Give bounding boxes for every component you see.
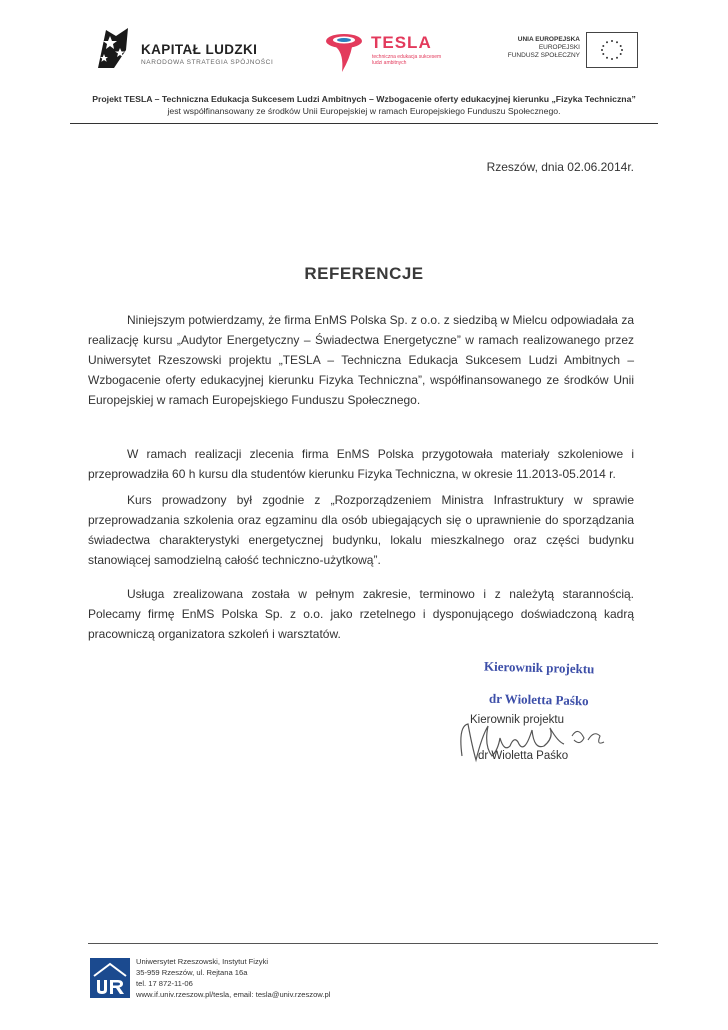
paragraph-2-text: W ramach realizacji zlecenia firma EnMS Polska przygotowała materiały szkoleniowe i przeprowadziła 60 h kursu dla studentów kierunku Fizyka Techniczna, w okresie 11.2013-05.2014 r. xyxy=(88,447,634,481)
letter-date: Rzeszów, dnia 02.06.2014r. xyxy=(486,160,634,174)
signature-name: dr Wioletta Paśko xyxy=(478,750,569,762)
kapital-ludzki-subtitle: NARODOWA STRATEGIA SPÓJNOŚCI xyxy=(141,59,274,66)
stamp-name: dr Wioletta Paśko xyxy=(488,690,589,709)
paragraph-3-text: Kurs prowadzony był zgodnie z „Rozporządzeniem Ministra Infrastruktury w sprawie przeprowadzania szkolenia oraz egzaminu dla osób ubiegających się o uprawnienie do sporządzania świadectwa charakterystyki energetycznej budynku, lokalu mieszkalnego oraz części budynku stanowiącej samodzielną całość techniczno-użytkową”. xyxy=(88,493,634,567)
paragraph-4 xyxy=(88,584,634,644)
header-divider xyxy=(70,123,658,124)
tesla-wordmark: TESLA xyxy=(371,33,432,52)
project-title-line: Projekt TESLA – Techniczna Edukacja Sukcesem Ludzi Ambitnych – Wzbogacenie oferty edukacyjnej kierunku „Fizyka Techniczna” xyxy=(92,94,636,104)
cofinancing-line: jest współfinansowany ze środków Unii Europejskiej w ramach Europejskiego Funduszu Społecznego. xyxy=(167,106,561,116)
paragraph-2 xyxy=(88,444,634,484)
eu-flag-icon xyxy=(586,32,638,68)
letter-heading: REFERENCJE xyxy=(304,264,424,283)
kapital-ludzki-emblem xyxy=(96,24,130,70)
paragraph-1 xyxy=(88,310,634,410)
tesla-tagline: techniczna edukacja sukcesem ludzi ambitnych xyxy=(372,54,442,66)
footer-line-web-email: www.if.univ.rzeszow.pl/tesla, email: tesla@univ.rzeszow.pl xyxy=(136,990,331,999)
stamp-title: Kierownik projektu xyxy=(483,658,595,677)
university-logo xyxy=(90,958,130,998)
signature-title: Kierownik projektu xyxy=(470,714,564,726)
eu-label-line3: FUNDUSZ SPOŁECZNY xyxy=(507,52,580,59)
eu-label-line1: UNIA EUROPEJSKA xyxy=(517,36,580,43)
eu-label-line2: EUROPEJSKI xyxy=(538,44,580,51)
footer-line-phone: tel. 17 872-11-06 xyxy=(136,979,193,988)
footer-address xyxy=(136,956,330,1000)
footer-line-institution: Uniwersytet Rzeszowski, Instytut Fizyki xyxy=(136,957,269,966)
paragraph-3 xyxy=(88,490,634,570)
footer-divider xyxy=(88,943,658,944)
tesla-emblem xyxy=(322,28,366,74)
footer-line-address: 35-959 Rzeszów, ul. Rejtana 16a xyxy=(136,968,248,977)
paragraph-1-text: Niniejszym potwierdzamy, że firma EnMS Polska Sp. z o.o. z siedzibą w Mielcu odpowiadała za realizację kursu „Audytor Energetyczny – Świadectwa Energetyczne” w ramach realizowanego przez Uniwersytet Rzeszowski projektu „TESLA – Techniczna Edukacja Sukcesem Ludzi Ambitnych – Wzbogacenie oferty edukacyjnej kierunku Fizyka Techniczna”, współfinansowanego ze środków Unii Europejskiej w ramach Europejskiego Funduszu Społecznego. xyxy=(88,313,634,407)
kapital-ludzki-title: KAPITAŁ LUDZKI xyxy=(141,42,258,57)
paragraph-4-text: Usługa zrealizowana została w pełnym zakresie, terminowo i z należytą starannością. Polecamy firmę EnMS Polska Sp. z o.o. jako rzetelnego i dysponującego doświadczoną kadrą pracowniczą organizatora szkoleń i warsztatów. xyxy=(88,587,634,641)
eu-label xyxy=(500,36,580,60)
